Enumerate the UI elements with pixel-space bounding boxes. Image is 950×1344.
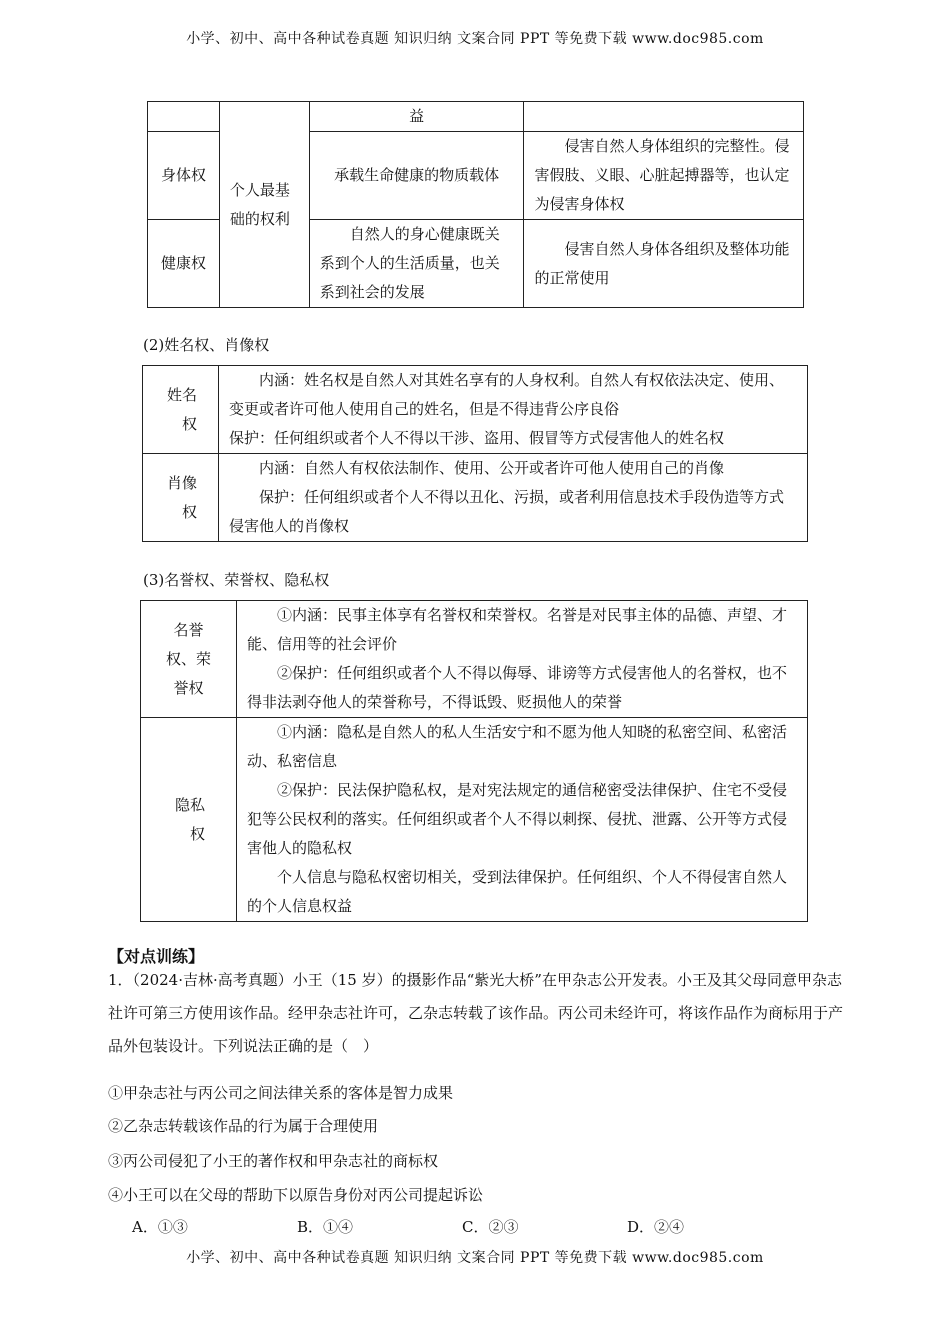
content-line: 内涵：姓名权是自然人对其姓名享有的人身权利。自然人有权依法决定、使用、变更或者许可他人使用自己的姓名，但是不得违背公序良俗 [229, 371, 785, 418]
reputation-privacy-table [140, 600, 808, 922]
right-content [237, 601, 808, 718]
answer-options [132, 1216, 792, 1237]
table-cell: 益 [309, 102, 524, 132]
table-cell-empty [148, 102, 220, 132]
page-footer: 小学、初中、高中各种试卷真题 知识归纳 文案合同 PPT 等免费下载 www.doc985.com [186, 1250, 764, 1266]
content-line: 个人信息与隐私权密切相关，受到法律保护。任何组织、个人不得侵害自然人的个人信息权益 [247, 868, 788, 915]
content-line: 内涵：自然人有权依法制作、使用、公开或者许可他人使用自己的肖像 [259, 459, 725, 477]
right-name: 名誉权、荣誉权 [141, 601, 237, 718]
content-line: 保护：任何组织或者个人不得以干涉、盗用、假冒等方式侵害他人的姓名权 [229, 429, 725, 447]
right-content [219, 366, 808, 454]
content-line: 保护：任何组织或者个人不得以丑化、污损，或者利用信息技术手段伪造等方式侵害他人的肖像权 [229, 488, 785, 535]
statement: ④小王可以在父母的帮助下以原告身份对丙公司提起诉讼 [108, 1186, 484, 1204]
option-c[interactable]: C．②③ [462, 1218, 519, 1236]
training-heading: 【对点训练】 [108, 947, 205, 966]
content-line: ①内涵：民事主体享有名誉权和荣誉权。名誉是对民事主体的品德、声望、才能、信用等的社会评价 [247, 606, 788, 653]
option-d[interactable]: D．②④ [627, 1218, 685, 1236]
option-b[interactable]: B．①④ [297, 1218, 354, 1236]
right-protection: 侵害自然人身体组织的完整性。侵害假肢、义眼、心脏起搏器等，也认定为侵害身体权 [524, 132, 804, 220]
right-meaning: 承载生命健康的物质载体 [309, 132, 524, 220]
right-name: 隐私权 [141, 718, 237, 922]
section-title: (2)姓名权、肖像权 [143, 336, 270, 354]
question-stem: 1．（2024·吉林·高考真题）小王（15 岁）的摄影作品“紫光大桥”在甲杂志公开发表。小王及其父母同意甲杂志社许可第三方使用该作品。经甲杂志社许可，乙杂志转载了该作品。丙公司未经许可，将该作品作为商标用于产品外包装设计。下列说法正确的是（ ） [108, 971, 844, 1055]
right-name: 健康权 [148, 220, 220, 308]
content-line: ①内涵：隐私是自然人的私人生活安宁和不愿为他人知晓的私密空间、私密活动、私密信息 [247, 723, 788, 770]
right-content [237, 718, 808, 922]
statement: ②乙杂志转载该作品的行为属于合理使用 [108, 1117, 379, 1135]
right-name: 肖像权 [143, 454, 219, 542]
statement: ①甲杂志社与丙公司之间法律关系的客体是智力成果 [108, 1084, 454, 1102]
right-name: 姓名权 [143, 366, 219, 454]
right-protection: 侵害自然人身体各组织及整体功能的正常使用 [524, 220, 804, 308]
statement: ③丙公司侵犯了小王的著作权和甲杂志社的商标权 [108, 1152, 439, 1170]
section-title: (3)名誉权、荣誉权、隐私权 [143, 571, 330, 589]
rights-group-cell: 个人最基础的权利 [219, 102, 309, 308]
right-content [219, 454, 808, 542]
right-name: 身体权 [148, 132, 220, 220]
option-a[interactable]: A．①③ [132, 1218, 188, 1236]
content-line: ②保护：任何组织或者个人不得以侮辱、诽谤等方式侵害他人的名誉权，也不得非法剥夺他人的荣誉称号，不得诋毁、贬损他人的荣誉 [247, 664, 788, 711]
content-line: ②保护：民法保护隐私权，是对宪法规定的通信秘密受法律保护、住宅不受侵犯等公民权利的落实。任何组织或者个人不得以刺探、侵扰、泄露、公开等方式侵害他人的隐私权 [247, 781, 788, 857]
right-meaning: 自然人的身心健康既关系到个人的生活质量，也关系到社会的发展 [309, 220, 524, 308]
table-cell-empty [524, 102, 804, 132]
health-rights-table [147, 101, 804, 308]
page-header: 小学、初中、高中各种试卷真题 知识归纳 文案合同 PPT 等免费下载 www.doc985.com [186, 31, 764, 47]
name-portrait-table [142, 365, 808, 542]
